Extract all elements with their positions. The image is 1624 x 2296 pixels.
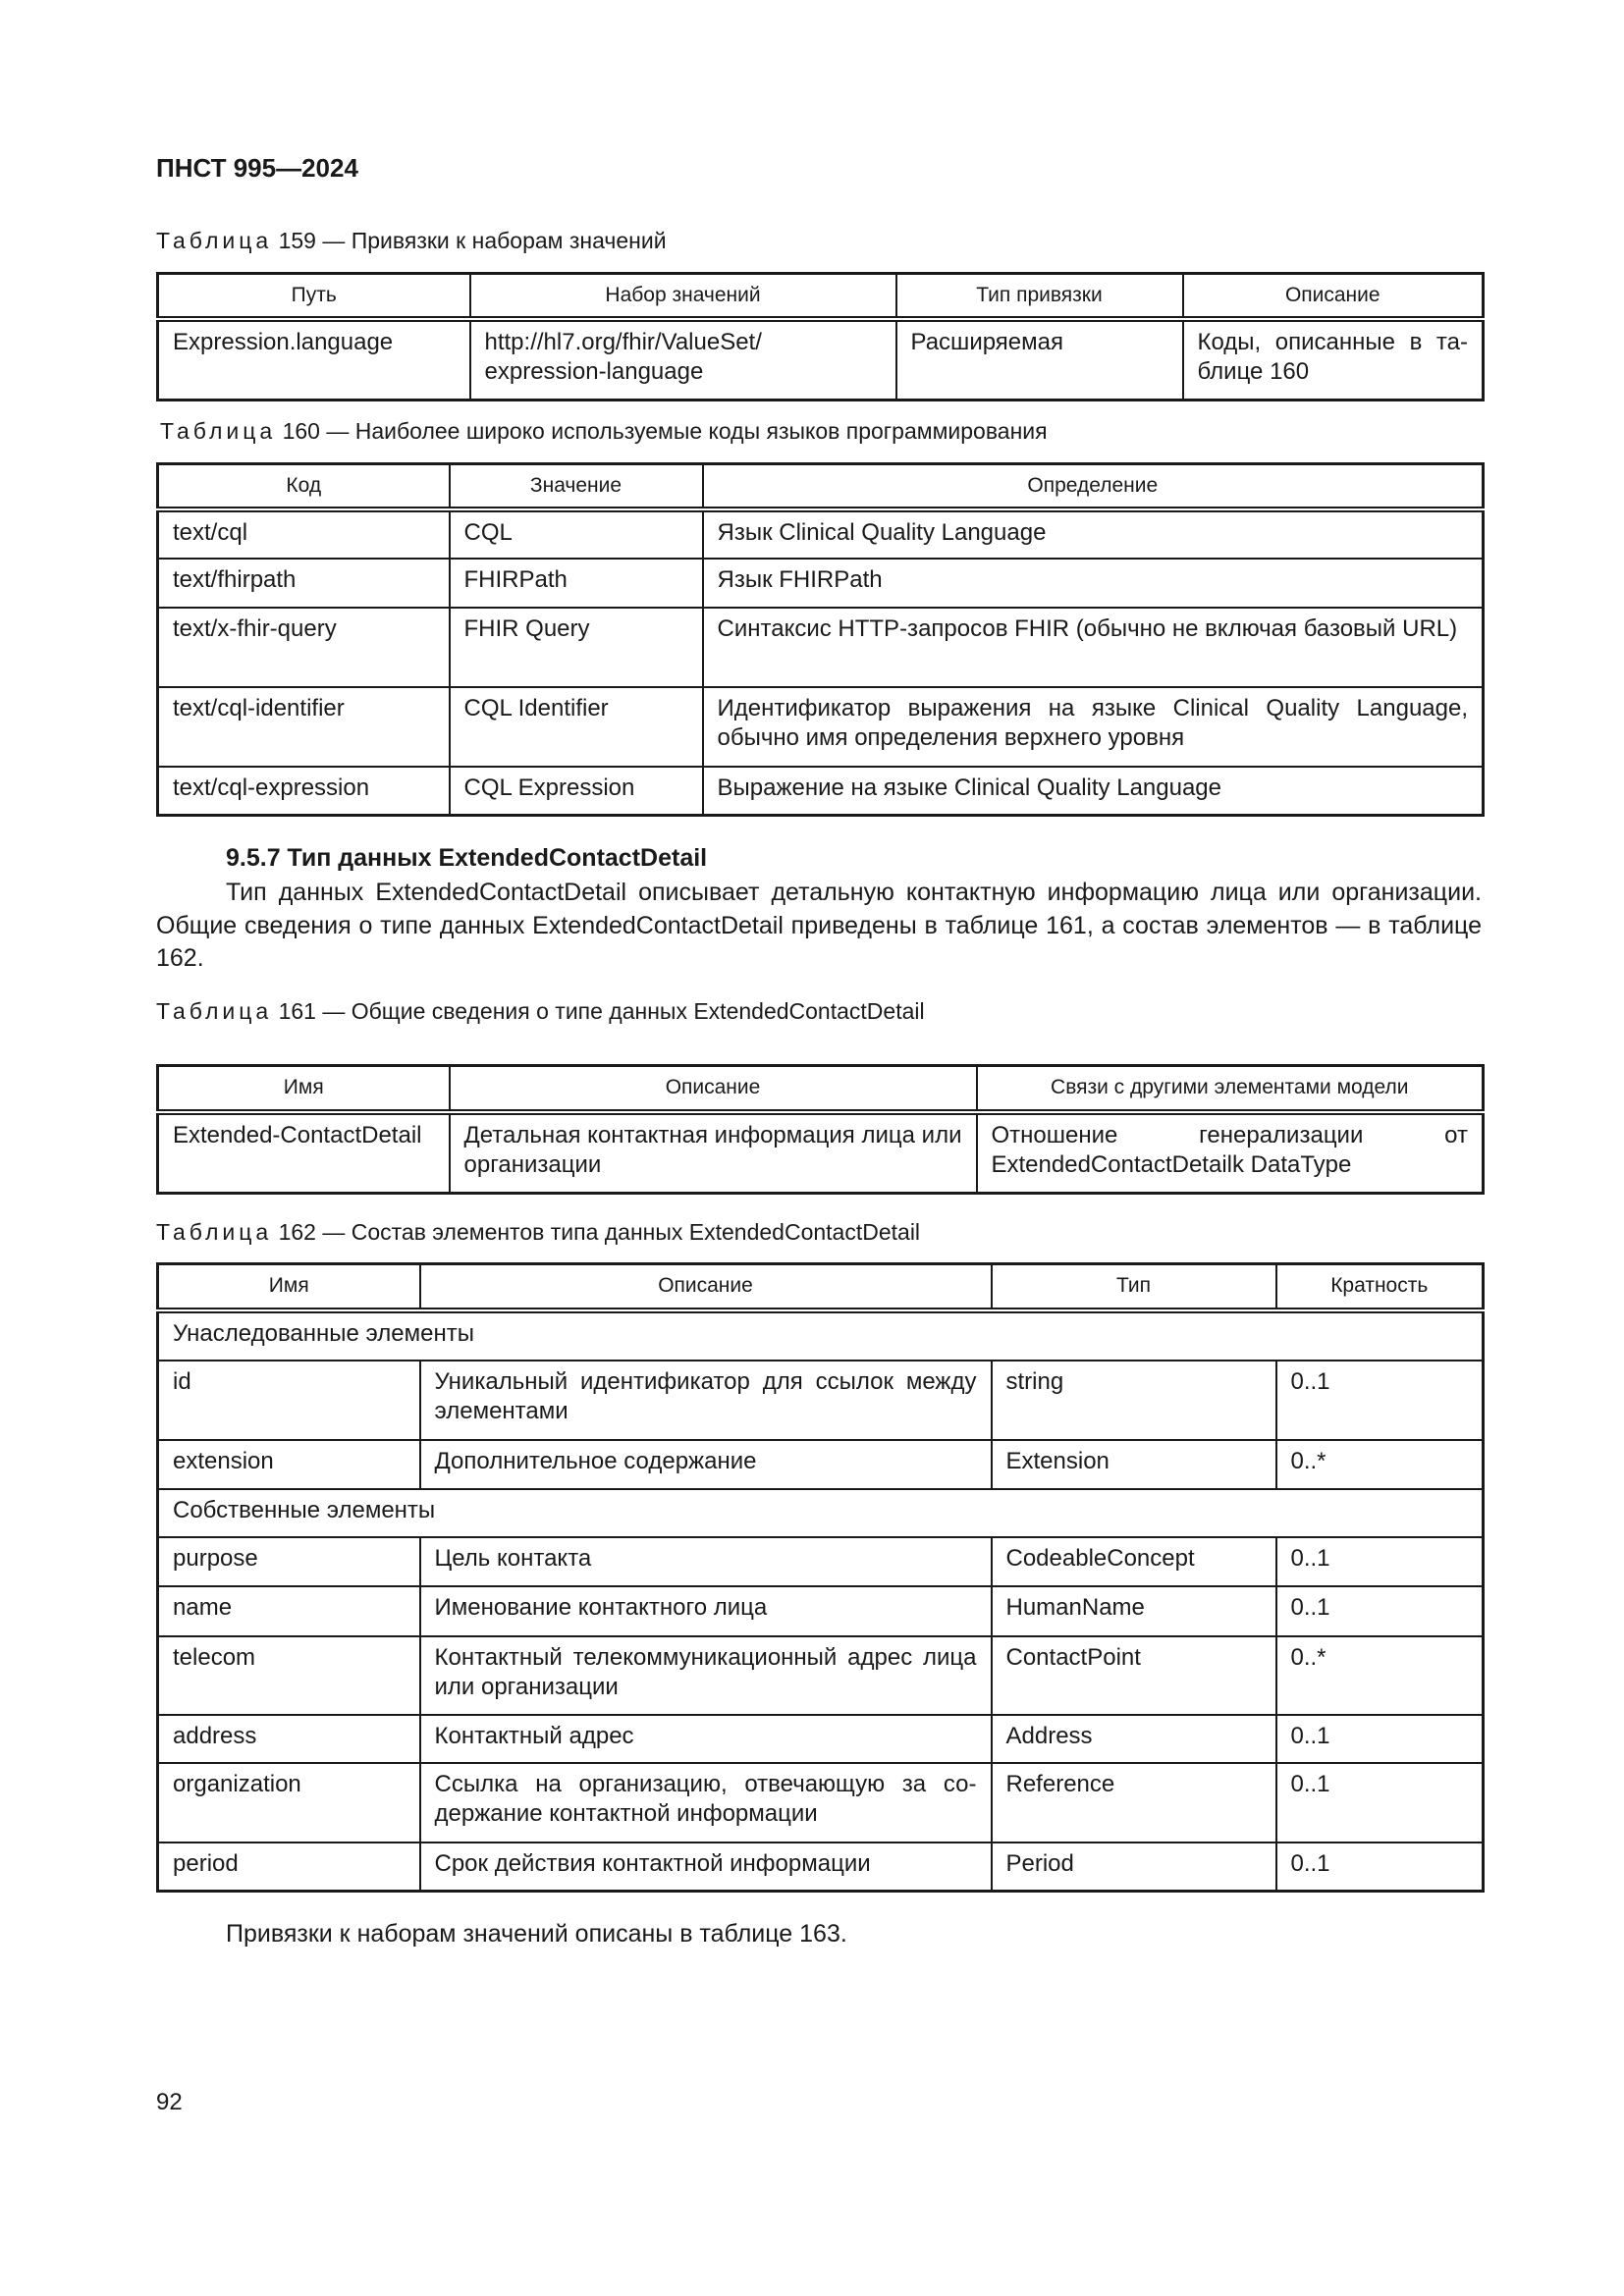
- column-header: Имя: [158, 1264, 420, 1310]
- caption-label: Таблица: [156, 1219, 273, 1245]
- table-cell: Address: [992, 1715, 1276, 1763]
- table-cell: Язык FHIRPath: [703, 559, 1484, 608]
- table-row: [158, 687, 1484, 767]
- table-cell: Ссылка на организацию, отвечающую за содержание контактной информации: [420, 1763, 992, 1842]
- group-row: [158, 1489, 1484, 1537]
- table-cell: Дополнительное содержание: [420, 1440, 992, 1489]
- table-cell: extension: [158, 1440, 420, 1489]
- caption-text: 160 — Наиболее широко используемые коды языков программирования: [276, 418, 1048, 444]
- table-cell: text/cql-expression: [158, 767, 450, 816]
- caption-text: 162 — Состав элементов типа данных ExtendedContactDetail: [272, 1219, 921, 1245]
- table-cell: Уникальный идентификатор для ссылок между элементами: [420, 1361, 992, 1440]
- table-cell: Унаследованные элементы: [158, 1310, 1484, 1361]
- column-header: Тип привязки: [896, 274, 1183, 319]
- table-row: [158, 767, 1484, 816]
- table-cell: period: [158, 1842, 420, 1892]
- table-cell: 0..*: [1276, 1440, 1484, 1489]
- table-cell: Extension: [992, 1440, 1276, 1489]
- table-cell: text/fhirpath: [158, 559, 450, 608]
- table-cell: CodeableConcept: [992, 1537, 1276, 1586]
- table-row: [158, 319, 1484, 400]
- table-cell: 0..1: [1276, 1361, 1484, 1440]
- table-159: [156, 272, 1485, 401]
- column-header: Код: [158, 464, 450, 509]
- table161-caption: [156, 998, 925, 1025]
- table-cell: Контактный телекоммуникационный адрес лица или организации: [420, 1636, 992, 1715]
- table160-caption: [160, 418, 1048, 445]
- table-cell: Детальная контактная информация лица или организации: [450, 1112, 977, 1194]
- table162-caption: [156, 1219, 920, 1246]
- table-cell: 0..1: [1276, 1715, 1484, 1763]
- table-cell: text/x-fhir-query: [158, 608, 450, 687]
- column-header: Тип: [992, 1264, 1276, 1310]
- table-row: [158, 1537, 1484, 1586]
- table-162: [156, 1262, 1485, 1893]
- table-row: [158, 1440, 1484, 1489]
- caption-label: Таблица: [160, 418, 277, 444]
- table-cell: text/cql-identifier: [158, 687, 450, 767]
- table-cell: http://hl7.org/fhir/ValueSet/ expression-language: [470, 319, 896, 400]
- table-cell: ContactPoint: [992, 1636, 1276, 1715]
- column-header: Набор значений: [470, 274, 896, 319]
- caption-label: Таблица: [156, 228, 273, 253]
- document-id: ПНСТ 995—2024: [156, 153, 358, 183]
- column-header: Описание: [1183, 274, 1484, 319]
- table-cell: 0..1: [1276, 1586, 1484, 1636]
- page-number: 92: [156, 2089, 183, 2115]
- table-cell: CQL Identifier: [450, 687, 703, 767]
- table-row: [158, 559, 1484, 608]
- table-cell: Собственные элементы: [158, 1489, 1484, 1537]
- table-cell: telecom: [158, 1636, 420, 1715]
- table-cell: Выражение на языке Clinical Quality Language: [703, 767, 1484, 816]
- group-row: [158, 1310, 1484, 1361]
- header-row: [158, 1066, 1484, 1112]
- column-header: Имя: [158, 1066, 450, 1112]
- column-header: Определение: [703, 464, 1484, 509]
- table-cell: Идентификатор выражения на языке Clinical Quality Language, обычно имя определения верхнего уровня: [703, 687, 1484, 767]
- table-cell: FHIR Query: [450, 608, 703, 687]
- table-cell: address: [158, 1715, 420, 1763]
- table-cell: purpose: [158, 1537, 420, 1586]
- table-cell: Цель контакта: [420, 1537, 992, 1586]
- table-cell: 0..*: [1276, 1636, 1484, 1715]
- table-row: [158, 1586, 1484, 1636]
- table-cell: string: [992, 1361, 1276, 1440]
- table-row: [158, 509, 1484, 559]
- table-cell: Expression.language: [158, 319, 470, 400]
- table-cell: Коды, описанные в таблице 160: [1183, 319, 1484, 400]
- table-cell: text/cql: [158, 509, 450, 559]
- table159-caption: [156, 228, 667, 254]
- table-row: [158, 608, 1484, 687]
- section-paragraph: Тип данных ExtendedContactDetail описывает детальную контактную информацию лица или организации. Общие сведения о типе данных ExtendedContactDetail приведены в таблице 161, а состав элементов — в таблице 162.: [156, 879, 1482, 972]
- header-row: [158, 464, 1484, 509]
- table-cell: 0..1: [1276, 1842, 1484, 1892]
- table-cell: organization: [158, 1763, 420, 1842]
- table-cell: 0..1: [1276, 1763, 1484, 1842]
- table-cell: Reference: [992, 1763, 1276, 1842]
- table-cell: Синтаксис HTTP-запросов FHIR (обычно не включая базовый URL): [703, 608, 1484, 687]
- table-cell: Отношение генерализации от ExtendedContactDetailk DataType: [977, 1112, 1484, 1194]
- table-cell: Контактный адрес: [420, 1715, 992, 1763]
- table-cell: 0..1: [1276, 1537, 1484, 1586]
- column-header: Значение: [450, 464, 703, 509]
- table-cell: name: [158, 1586, 420, 1636]
- column-header: Путь: [158, 274, 470, 319]
- table-row: [158, 1112, 1484, 1194]
- table-row: [158, 1361, 1484, 1440]
- column-header: Описание: [450, 1066, 977, 1112]
- table-161: [156, 1064, 1485, 1195]
- table-row: [158, 1715, 1484, 1763]
- header-row: [158, 274, 1484, 319]
- table-cell: Именование контактного лица: [420, 1586, 992, 1636]
- caption-label: Таблица: [156, 998, 273, 1024]
- table-cell: Extended-ContactDetail: [158, 1112, 450, 1194]
- footer-text: Привязки к наборам значений описаны в таблице 163.: [226, 1920, 847, 1948]
- table-cell: Срок действия контактной информации: [420, 1842, 992, 1892]
- table-cell: FHIRPath: [450, 559, 703, 608]
- table-cell: CQL: [450, 509, 703, 559]
- table-cell: HumanName: [992, 1586, 1276, 1636]
- table-cell: Язык Clinical Quality Language: [703, 509, 1484, 559]
- column-header: Описание: [420, 1264, 992, 1310]
- caption-text: 159 — Привязки к наборам значений: [272, 228, 667, 253]
- table-row: [158, 1842, 1484, 1892]
- table-row: [158, 1763, 1484, 1842]
- table-row: [158, 1636, 1484, 1715]
- section-title: 9.5.7 Тип данных ExtendedContactDetail: [226, 844, 708, 872]
- column-header: Связи с другими элементами модели: [977, 1066, 1484, 1112]
- header-row: [158, 1264, 1484, 1310]
- table-cell: CQL Expression: [450, 767, 703, 816]
- table-cell: id: [158, 1361, 420, 1440]
- column-header: Кратность: [1276, 1264, 1484, 1310]
- table-cell: Period: [992, 1842, 1276, 1892]
- table-160: [156, 462, 1485, 817]
- table-cell: Расширяемая: [896, 319, 1183, 400]
- caption-text: 161 — Общие сведения о типе данных ExtendedContactDetail: [272, 998, 925, 1024]
